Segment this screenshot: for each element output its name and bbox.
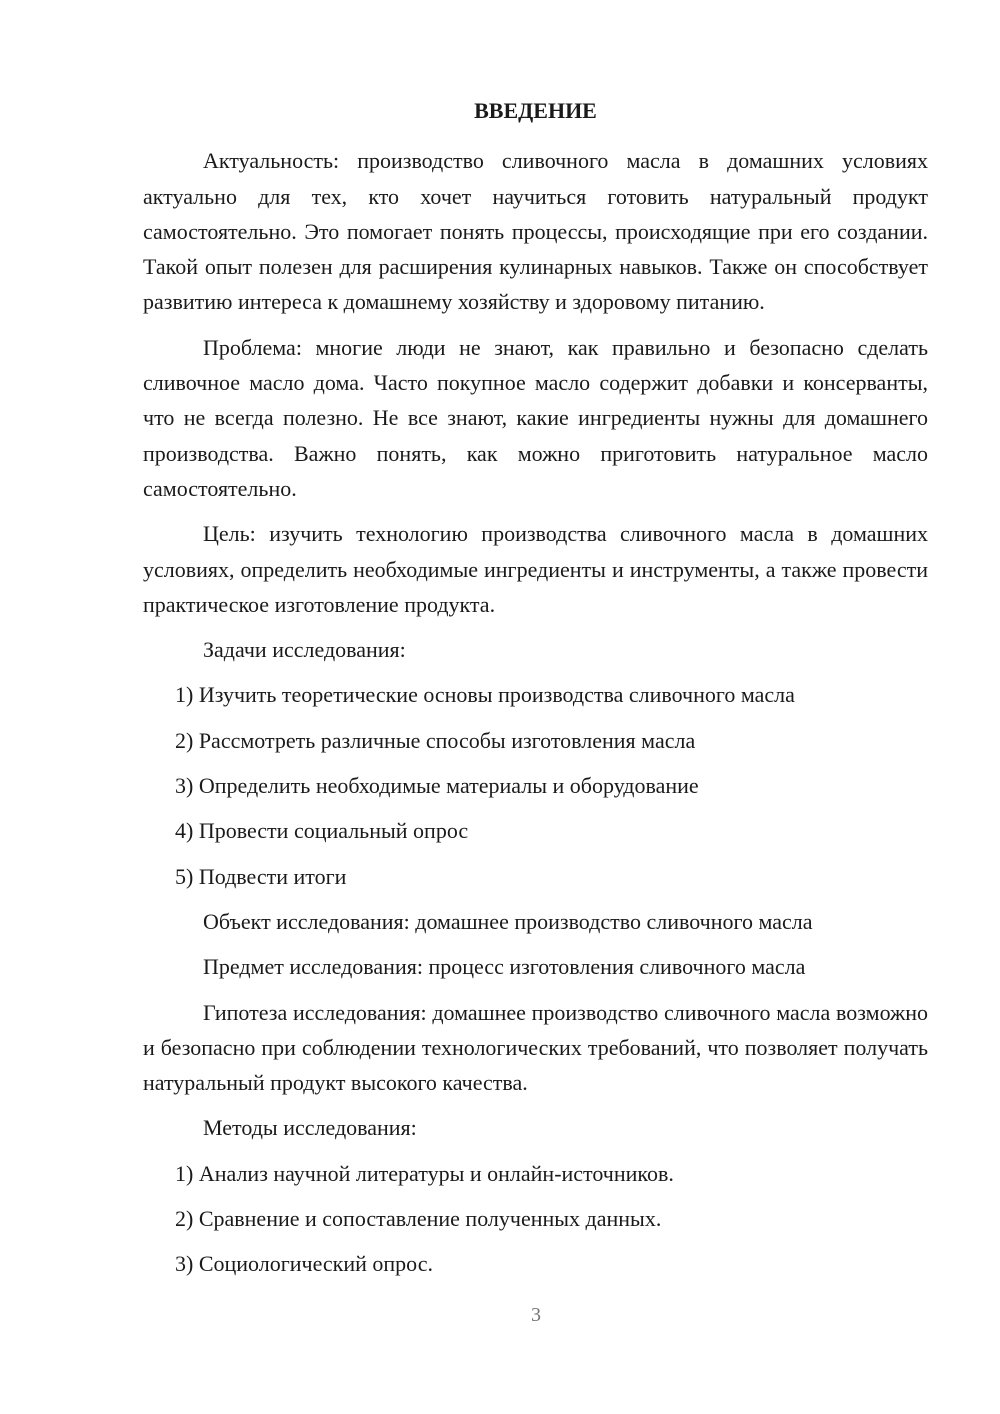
method-item: 1) Анализ научной литературы и онлайн-источников.: [175, 1160, 674, 1186]
subject-paragraph: Предмет исследования: процесс изготовления сливочного масла: [203, 954, 806, 980]
task-item: 3) Определить необходимые материалы и оборудование: [175, 773, 699, 799]
tasks-heading: Задачи исследования:: [203, 637, 406, 663]
document-body: [143, 93, 928, 1292]
goal-paragraph: Цель: изучить технологию производства сливочного масла в домашних условиях, определить необходимые ингредиенты и инструменты, а также провести практическое изготовление продукта.: [143, 521, 928, 617]
task-item: 1) Изучить теоретические основы производства сливочного масла: [175, 682, 795, 708]
relevance-paragraph: Актуальность: производство сливочного масла в домашних условиях актуально для тех, кто хочет научиться готовить натуральный продукт самостоятельно. Это помогает понять процессы, происходящие при его создании. Такой опыт полезен для расширения кулинарных навыков. Также он способствует развитию интереса к домашнему хозяйству и здоровому питанию.: [143, 148, 928, 315]
methods-heading: Методы исследования:: [203, 1115, 417, 1141]
task-item: 2) Рассмотреть различные способы изготовления масла: [175, 727, 696, 753]
problem-paragraph: Проблема: многие люди не знают, как правильно и безопасно сделать сливочное масло дома. Часто покупное масло содержит добавки и консерванты, что не всегда полезно. Не все знают, какие ингредиенты нужны для домашнего производства. Важно понять, как можно приготовить натуральное масло самостоятельно.: [143, 334, 928, 501]
hypothesis-paragraph: Гипотеза исследования: домашнее производство сливочного масла возможно и безопасно при соблюдении технологических требований, что позволяет получать натуральный продукт высокого качества.: [143, 999, 928, 1096]
method-item: 3) Социологический опрос.: [175, 1251, 433, 1277]
task-item: 5) Подвести итоги: [175, 863, 347, 889]
page-title: ВВЕДЕНИЕ: [474, 98, 597, 123]
task-item: 4) Провести социальный опрос: [175, 818, 469, 844]
method-item: 2) Сравнение и сопоставление полученных данных.: [175, 1206, 662, 1232]
object-paragraph: Объект исследования: домашнее производство сливочного масла: [203, 908, 813, 934]
page-number: 3: [531, 1304, 541, 1326]
